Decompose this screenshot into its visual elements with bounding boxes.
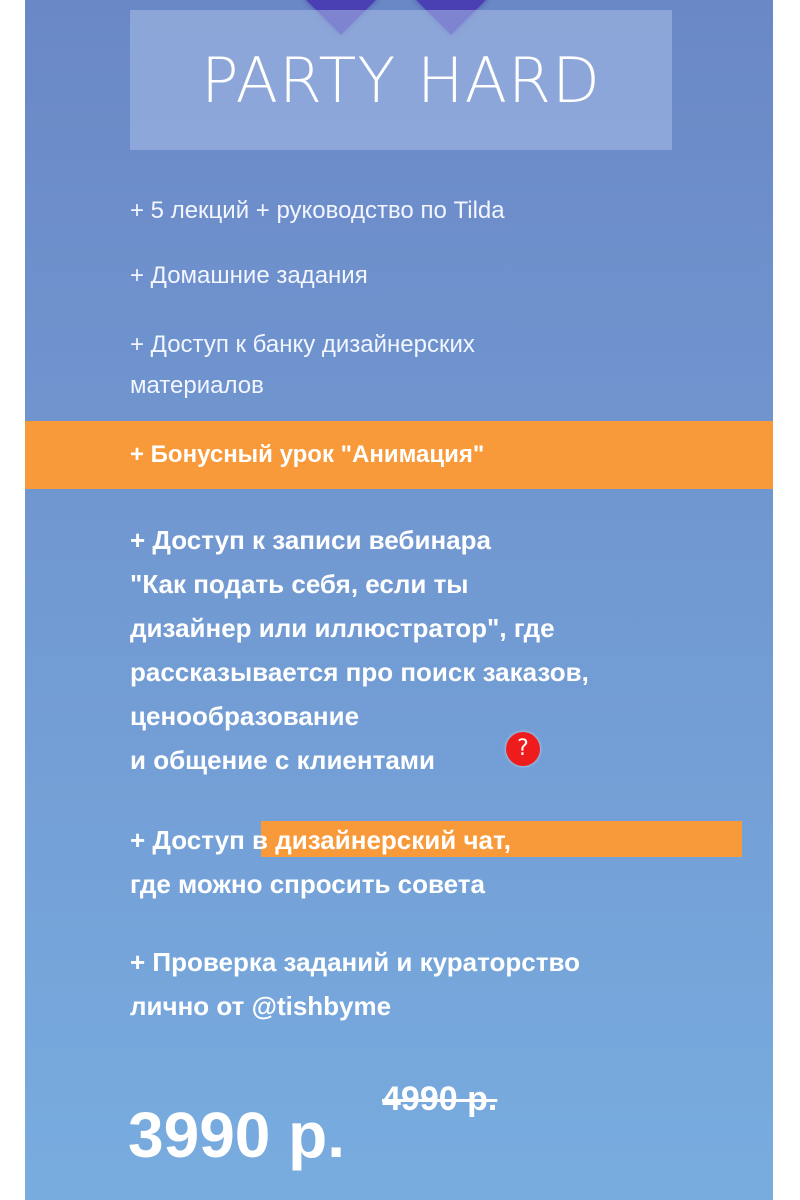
chat-prefix: + Доступ xyxy=(130,825,253,855)
review-feature xyxy=(130,940,580,1028)
review-line: + Проверка заданий и кураторство xyxy=(130,947,580,977)
webinar-line: + Доступ к записи вебинара xyxy=(130,525,491,555)
chat-feature-cont: где можно спросить совета xyxy=(130,869,485,899)
bonus-lesson: + Бонусный урок "Анимация" xyxy=(130,441,485,468)
chat-feature xyxy=(130,818,511,862)
webinar-line: дизайнер или иллюстратор", где xyxy=(130,613,555,643)
feature-materials: + Доступ к банку дизайнерских xyxy=(130,331,475,358)
tariff-title: PARTY HARD xyxy=(201,43,601,117)
feature-materials-cont: материалов xyxy=(130,372,264,399)
webinar-line: "Как подать себя, если ты xyxy=(130,569,469,599)
webinar-line: ценообразование xyxy=(130,701,360,731)
feature-lectures: + 5 лекций + руководство по Tilda xyxy=(130,197,505,224)
webinar-line: и общение с клиентами xyxy=(130,745,436,775)
question-mark-icon[interactable]: ? xyxy=(506,732,540,766)
bonus-highlight xyxy=(25,421,773,489)
review-line: лично от @tishbyme xyxy=(130,991,392,1021)
webinar-line: рассказывается про поиск заказов, xyxy=(130,657,589,687)
tariff-card xyxy=(25,0,773,1200)
title-banner xyxy=(130,10,672,150)
feature-homework: + Домашние задания xyxy=(130,262,368,289)
chat-highlighted-text: в дизайнерский чат, xyxy=(252,825,511,855)
old-price: 4990 р. xyxy=(382,1080,498,1118)
current-price: 3990 р. xyxy=(128,1099,346,1171)
